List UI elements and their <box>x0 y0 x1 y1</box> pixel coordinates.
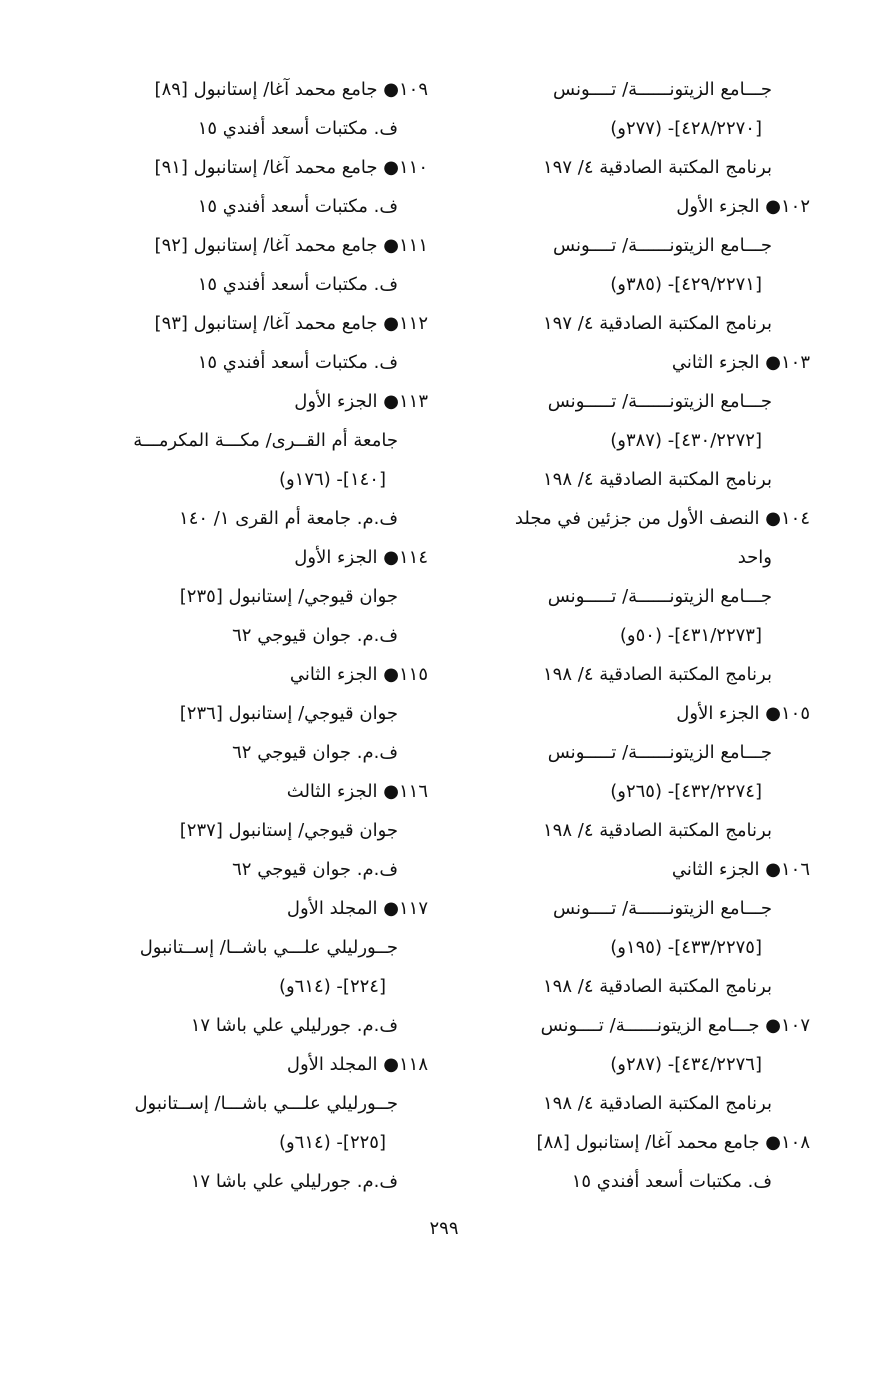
entry-line: ١٠٤● النصف الأول من جزئين في مجلد <box>514 508 810 529</box>
entry-line: برنامج المكتبة الصادقية ٤/ ١٩٧ <box>543 157 772 178</box>
entry-line: ف. مكتبات أسعد أفندي ١٥ <box>197 118 398 139</box>
entry-line: [١٤٠]- (١٧٦و) <box>278 469 386 490</box>
entry-line: ف.م. جامعة أم القرى ١/ ١٤٠ <box>179 508 398 529</box>
right-column <box>460 70 810 1201</box>
entry-line: [٢٢٤]- (٦١٤و) <box>278 976 386 997</box>
left-column <box>68 70 428 1201</box>
entry-line: [٢٢٥]- (٦١٤و) <box>278 1132 386 1153</box>
entry-line: جـــامع الزيتونــــــة/ تــــونس <box>553 898 772 919</box>
entry-line: [٤٢٩/٢٢٧١]- (٣٨٥و) <box>610 274 762 295</box>
entry-line: ١٠٦● الجزء الثاني <box>671 859 810 880</box>
entry-line: [٤٣٤/٢٢٧٦]- (٢٨٧و) <box>610 1054 762 1075</box>
entry-line: ١٠٥● الجزء الأول <box>676 703 810 724</box>
entry-line: ف.م. جوان قيوجي ٦٢ <box>232 625 398 646</box>
entry-line: ١١٨● المجلد الأول <box>286 1054 428 1075</box>
entry-line: برنامج المكتبة الصادقية ٤/ ١٩٨ <box>543 1093 772 1114</box>
entry-line: برنامج المكتبة الصادقية ٤/ ١٩٨ <box>543 976 772 997</box>
entry-line: جـــامع الزيتونــــــة/ تــــونس <box>553 79 772 100</box>
entry-line: ١١٢● جامع محمد آغا/ إستانبول [٩٣] <box>154 313 428 334</box>
entry-line: جــورليلي علـــي باشــا/ إســتانبول <box>139 937 398 958</box>
entry-line: جـــامع الزيتونــــــة/ تـــــونس <box>547 586 772 607</box>
entry-line: ١٠٨● جامع محمد آغا/ إستانبول [٨٨] <box>536 1132 810 1153</box>
entry-line: برنامج المكتبة الصادقية ٤/ ١٩٨ <box>543 469 772 490</box>
entry-line: ١١٠● جامع محمد آغا/ إستانبول [٩١] <box>154 157 428 178</box>
entry-line: ف. مكتبات أسعد أفندي ١٥ <box>197 274 398 295</box>
entry-line: جوان قيوجي/ إستانبول [٢٣٧] <box>179 820 398 841</box>
entry-line: جـــامع الزيتونــــــة/ تـــــونس <box>547 742 772 763</box>
entry-line: ١٠٣● الجزء الثاني <box>671 352 810 373</box>
entry-line: ف.م. جورليلي علي باشا ١٧ <box>190 1171 398 1192</box>
entry-line: جامعة أم القــرى/ مكـــة المكرمـــة <box>133 430 398 451</box>
entry-line: ف. مكتبات أسعد أفندي ١٥ <box>197 196 398 217</box>
entry-line: برنامج المكتبة الصادقية ٤/ ١٩٨ <box>543 664 772 685</box>
entry-line: برنامج المكتبة الصادقية ٤/ ١٩٧ <box>543 313 772 334</box>
entry-line: ف. مكتبات أسعد أفندي ١٥ <box>197 352 398 373</box>
entry-line: واحد <box>737 547 772 568</box>
entry-line: ١١٣● الجزء الأول <box>294 391 428 412</box>
entry-line: جوان قيوجي/ إستانبول [٢٣٦] <box>179 703 398 724</box>
entry-line: ف.م. جوان قيوجي ٦٢ <box>232 859 398 880</box>
entry-line: ف.م. جورليلي علي باشا ١٧ <box>190 1015 398 1036</box>
entry-line: جــورليلي علـــي باشـــا/ إســتانبول <box>134 1093 398 1114</box>
entry-line: ١١٥● الجزء الثاني <box>289 664 428 685</box>
entry-line: ١١١● جامع محمد آغا/ إستانبول [٩٢] <box>154 235 428 256</box>
entry-line: [٤٣٢/٢٢٧٤]- (٢٦٥و) <box>610 781 762 802</box>
entry-line: [٤٣٠/٢٢٧٢]- (٣٨٧و) <box>610 430 762 451</box>
entry-line: جـــامع الزيتونــــــة/ تـــــونس <box>547 391 772 412</box>
entry-line: ١٠٩● جامع محمد آغا/ إستانبول [٨٩] <box>154 79 428 100</box>
entry-line: جوان قيوجي/ إستانبول [٢٣٥] <box>179 586 398 607</box>
entry-line: جـــامع الزيتونــــــة/ تــــونس <box>553 235 772 256</box>
page-number: ٢٩٩ <box>429 1218 459 1239</box>
entry-line: ١١٤● الجزء الأول <box>294 547 428 568</box>
entry-line: برنامج المكتبة الصادقية ٤/ ١٩٨ <box>543 820 772 841</box>
entry-line: ١٠٧● جـــامع الزيتونــــــة/ تــــونس <box>540 1015 810 1036</box>
entry-line: ١١٧● المجلد الأول <box>286 898 428 919</box>
entry-line: [٤٣١/٢٢٧٣]- (٥٠و) <box>619 625 762 646</box>
entry-line: ف. مكتبات أسعد أفندي ١٥ <box>571 1171 772 1192</box>
entry-line: [٤٣٣/٢٢٧٥]- (١٩٥و) <box>610 937 762 958</box>
entry-line: ف.م. جوان قيوجي ٦٢ <box>232 742 398 763</box>
entry-line: [٤٢٨/٢٢٧٠]- (٢٧٧و) <box>610 118 762 139</box>
entry-line: ١٠٢● الجزء الأول <box>676 196 810 217</box>
entry-line: ١١٦● الجزء الثالث <box>286 781 428 802</box>
